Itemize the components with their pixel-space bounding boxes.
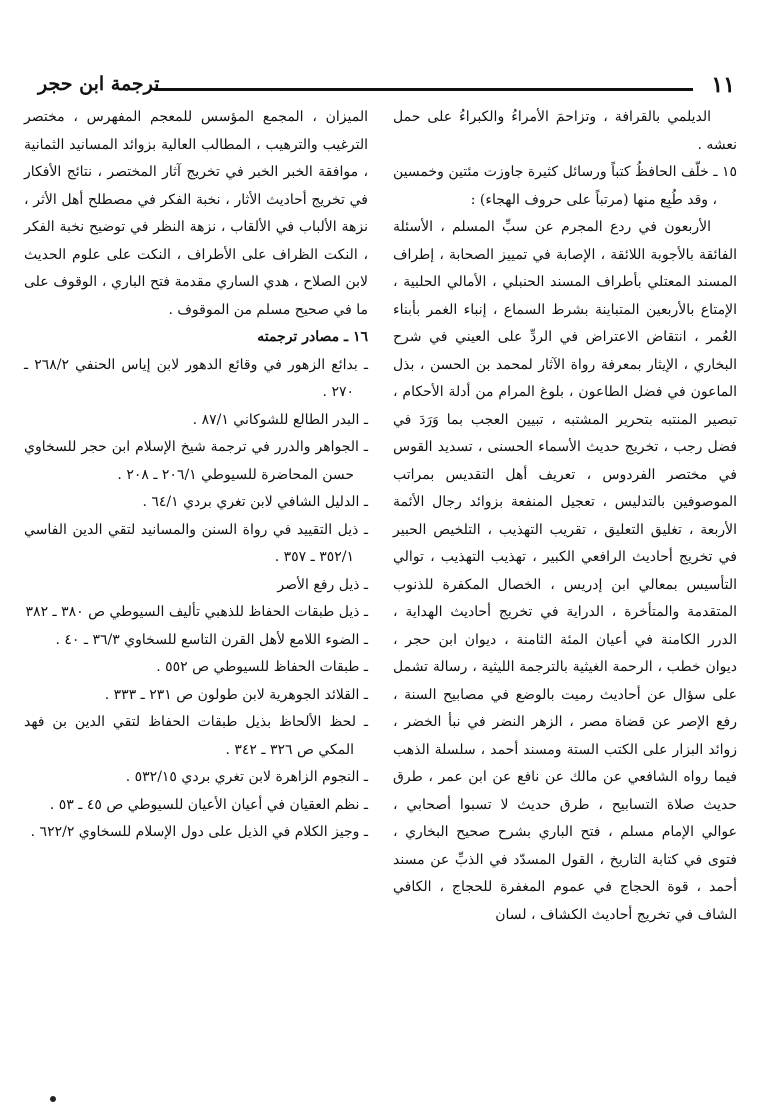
books-list-continued: الميزان ، المجمع المؤسس للمعجم المفهرس ، مختصر الترغيب والترهيب ، المطالب العالية بزوائد المسانيد الثمانية ، موافقة الخبر الخبر في تخريج آثار المختصر ، نتائج الأفكار في تخريج أحاديث الأثار ، نخبة الفكر في مصطلح أهل الأثر ، نزهة الألباب في الألقاب ، نزهة النظر في توضيح نخبة الفكر ، النكت الظراف على الأطراف ، النكت على علوم الحديث لابن الصلاح ، هدي الساري مقدمة فتح الباري ، الوقوف على ما في صحيح مسلم من الموقوف .	[24, 109, 368, 318]
source-entry: ـ وجيز الكلام في الذيل على دول الإسلام للسخاوي ٦٢٢/٢ .	[30, 824, 368, 840]
source-entry: ـ القلائد الجوهرية لابن طولون ص ٢٣١ ـ ٣٣٣ .	[104, 686, 368, 703]
books-list: الأربعون في ردع المجرم عن سبِّ المسلم ، الأسئلة الفائقة بالأجوبة اللائقة ، الإصابة في تمييز الصحابة ، إطراف المسند المعتلي بأطراف المسند الحنبلي ، الأمالي الحلبية ، الإمتاع بالأربعين المتباينة بشرط السماع ، إنباء الغمر بأبناء العُمر ، انتقاض الاعتراض في الردِّ على العيني في شرح البخاري ، الإيثار بمعرفة رواة الآثار لمحمد بن الحسن ، بذل الماعون في فضل الطاعون ، بلوغ المرام من أدلة الأحكام ، تبصير المنتبه بتحرير المشتبه ، تبيين العجب بما وَرَدَ في فضل رجب ، تخريج حديث الأسماء الحسنى ، تسديد القوس في مختصر الفردوس ، تعريف أهل التقديس بمراتب الموصوفين بالتدليس ، تعجيل المنفعة بزوائد رجال الأئمة الأربعة ، تغليق التعليق ، تقريب التهذيب ، التلخيص الحبير في تخريج أحاديث الرافعي الكبير ، تهذيب التهذيب ، توالي التأسيس بمعالي ابن إدريس ، الخصال المكفرة للذنوب المتقدمة والمتأخرة ، الدراية في تخريج أحاديث الهداية ، الدرر الكامنة في أعيان المئة الثامنة ، ديوان ابن حجر ، ديوان خطب ، الرحمة الغيثية بالترجمة الليثية ، رسالة تشمل على سؤال عن أحاديث رميت بالوضع في مصابيح السنة ، رفع الإصر عن قضاة مصر ، الزهر النضر في نبأ الخضر ، زوائد البزار على الكتب الستة ومسند أحمد ، سلسلة الذهب فيما رواه الشافعي عن مالك عن نافع عن ابن عمر ، طرق حديث صلاة التسابيح ، طرق حديث لا تسبوا أصحابي ، عوالي الإمام مسلم ، فتح الباري بشرح صحيح البخاري ، فتوى في كتابة التاريخ ، القول المسدّد في الذبِّ عن مسند أحمد ، قوة الحجاج في عموم المغفرة للحجاج ، الكافي الشاف في تخريج أحاديث الكشاف ، لسان	[393, 219, 737, 923]
paragraph-continuation: الديلمي بالقرافة ، وتزاحمَ الأمراءُ والكبراءُ على حمل نعشه .	[393, 109, 737, 153]
page-number: ١١	[711, 72, 735, 98]
source-entry: ـ النجوم الزاهرة لابن تغري بردي ٥٣٢/١٥ .	[125, 769, 368, 785]
header-rule	[154, 88, 693, 91]
source-entry: ـ بدائع الزهور في وقائع الدهور لابن إياس الحنفي ٢٦٨/٢ ـ ٢٧٠ .	[24, 356, 368, 400]
right-column	[393, 104, 737, 929]
source-entry: ـ البدر الطالع للشوكاني ٨٧/١ .	[192, 411, 368, 428]
running-title: ترجمة ابن حجر	[38, 73, 160, 95]
page-header	[22, 64, 741, 104]
item-15: ١٥ ـ خلّف الحافظُ كتباً ورسائل كثيرة جاوزت مئتين وخمسين ، وقد طُبِع منها (مرتباً على حروف الهجاء) :	[393, 164, 737, 208]
source-entry: ـ لحظ الألحاظ بذيل طبقات الحفاظ لتقي الدين بن فهد المكي ص ٣٢٦ ـ ٣٤٢ .	[24, 714, 368, 758]
source-entry: ـ نظم العقيان في أعيان الأعيان للسيوطي ص ٤٥ ـ ٥٣ .	[49, 796, 368, 813]
item-16-heading: ١٦ ـ مصادر ترجمته	[257, 329, 368, 345]
source-entry: ـ ذيل طبقات الحفاظ للذهبي تأليف السيوطي ص ٣٨٠ ـ ٣٨٢	[25, 604, 368, 620]
source-entry: ـ طبقات الحفاظ للسيوطي ص ٥٥٢ .	[156, 659, 368, 675]
source-entry: ـ الدليل الشافي لابن تغري بردي ٦٤/١ .	[142, 494, 368, 510]
scan-speck	[50, 1096, 56, 1102]
source-entry: ـ ذيل رفع الأصر	[277, 576, 368, 593]
source-entry: ـ الضوء اللامع لأهل القرن التاسع للسخاوي ٣٦/٣ ـ ٤٠ .	[55, 631, 368, 648]
source-entry: ـ الجواهر والدرر في ترجمة شيخ الإسلام ابن حجر للسخاوي حسن المحاضرة للسيوطي ٢٠٦/١ ـ ٢٠٨ .	[24, 439, 368, 483]
source-entry: ـ ذيل التقييد في رواة السنن والمسانيد لتقي الدين الفاسي ٣٥٢/١ ـ ٣٥٧ .	[24, 521, 368, 565]
left-column	[24, 104, 368, 847]
